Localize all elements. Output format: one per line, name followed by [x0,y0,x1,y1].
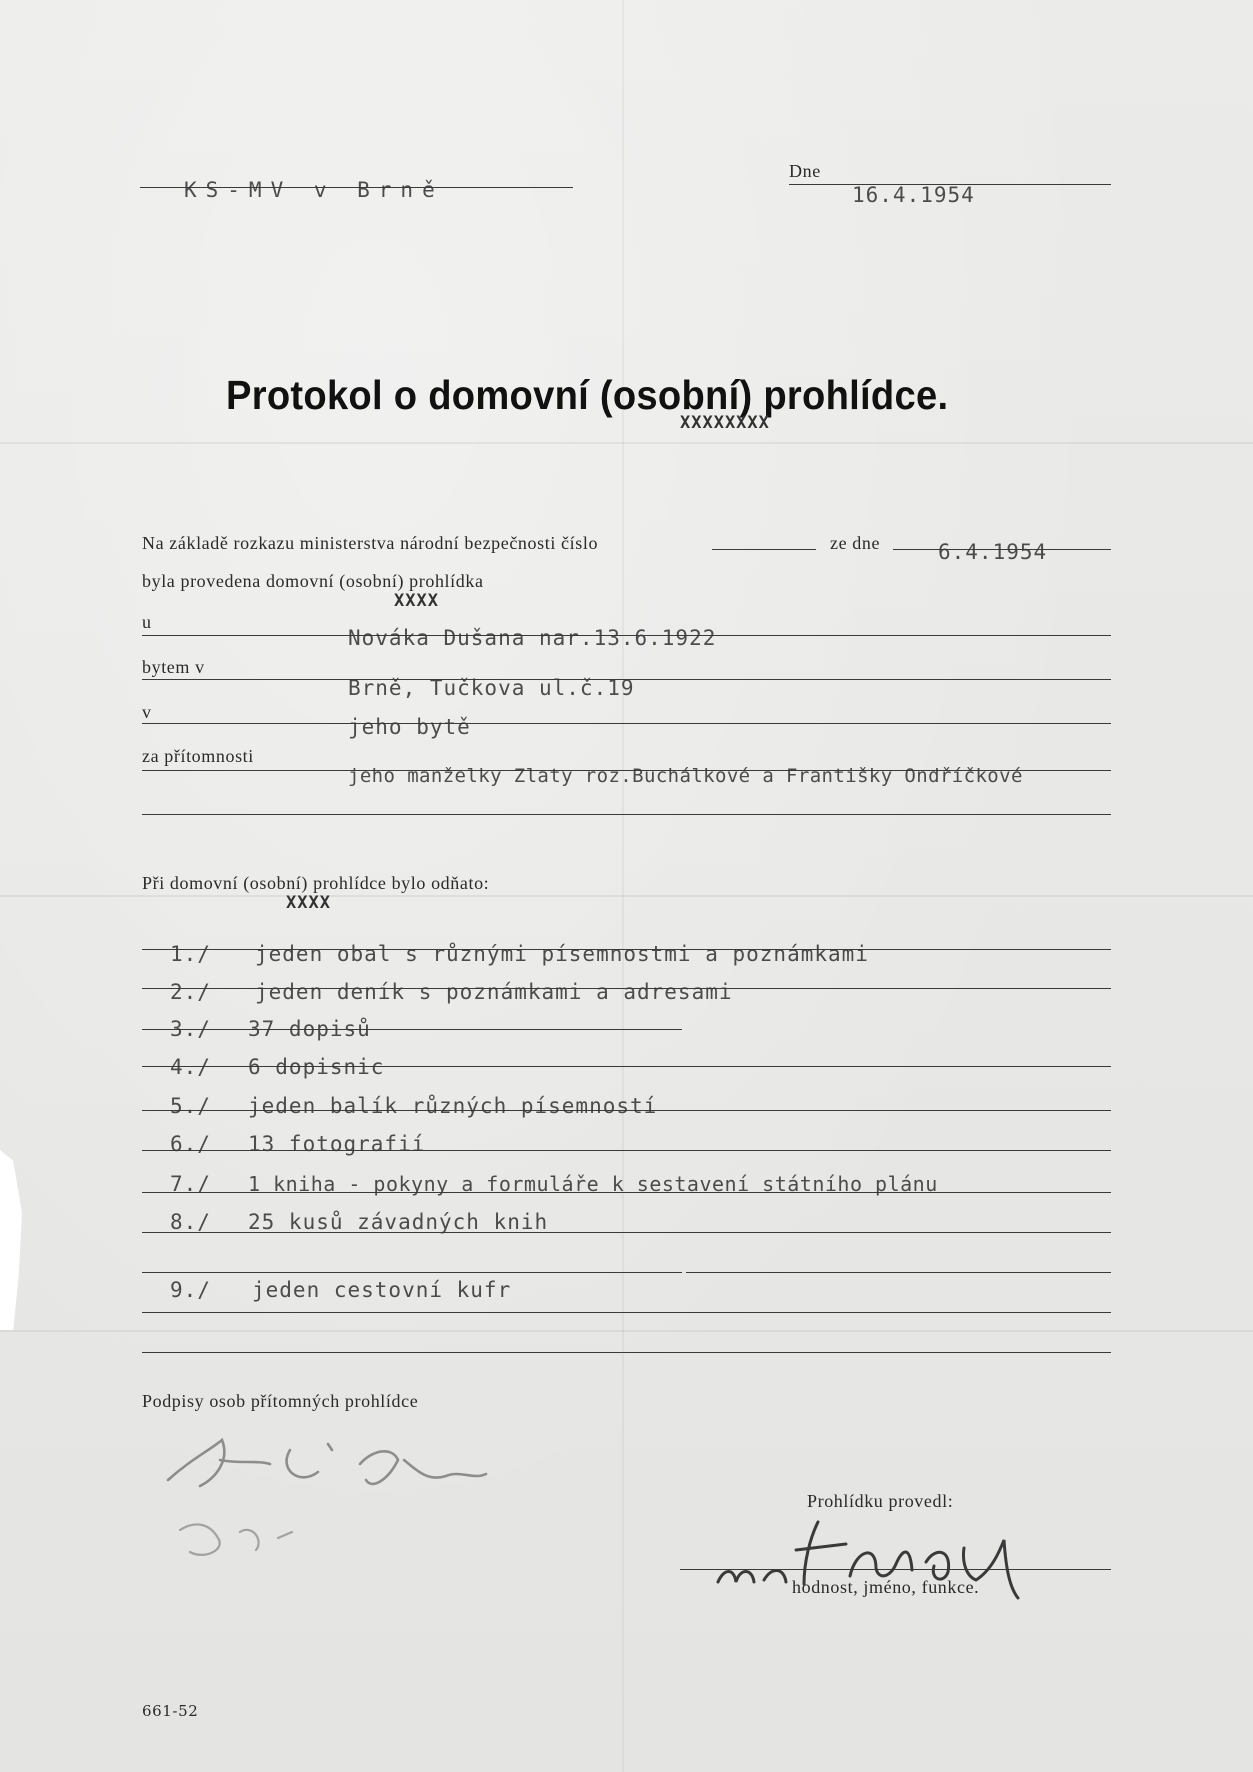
office-name: KS-MV v Brně [184,178,444,202]
seized-strike-marks: XXXX [286,893,331,913]
search-strike-marks: XXXX [394,591,439,611]
item-number: 3./ [170,1017,211,1041]
fold-line [0,442,1253,444]
date-label: Dne [789,161,821,181]
fold-line [622,0,624,1772]
performed-by-label: Prohlídku provedl: [807,1491,954,1511]
form-number: 661-52 [142,1702,199,1720]
rule [686,1272,1111,1273]
rule [142,1312,1111,1313]
presence-value: jeho manželky Zlaty roz.Buchálkové a Františky Ondříčkové [348,765,1023,787]
item-text: jeden cestovní kufr [252,1278,512,1302]
in-value: jeho bytě [348,715,471,739]
witness-signature [160,1420,560,1580]
rule [140,187,573,188]
item-number: 7./ [170,1172,211,1196]
fold-line [0,1330,1253,1332]
item-text: 25 kusů závadných knih [248,1210,549,1234]
seized-label: Při domovní (osobní) prohlídce bylo odňato: [142,873,490,893]
from-date-value: 6.4.1954 [938,540,1048,564]
presence-label: za přítomnosti [142,746,254,766]
rule [142,1029,682,1030]
residing-value: Brně, Tučkova ul.č.19 [348,676,635,700]
item-text: jeden obal s různými písemnostmi a poznámkami [255,942,869,966]
item-text: 6 dopisnic [248,1055,385,1079]
rank-name-function-label: hodnost, jméno, funkce. [792,1577,980,1597]
search-label: byla provedena domovní (osobní) prohlídka [142,571,484,591]
item-text: 37 dopisů [248,1017,371,1041]
title-strike-marks: XXXXXXXX [680,413,770,433]
item-number: 9./ [170,1278,211,1302]
item-text: jeden deník s poznámkami a adresami [255,980,733,1004]
item-text: 13 fotografií [248,1132,426,1156]
item-number: 6./ [170,1132,211,1156]
order-label: Na základě rozkazu ministerstva národní bezpečnosti číslo [142,533,599,553]
item-number: 1./ [170,942,211,966]
item-number: 8./ [170,1210,211,1234]
item-text: jeden balík různých písemností [248,1094,658,1118]
date-value: 16.4.1954 [852,183,975,207]
present-signatures-label: Podpisy osob přítomných prohlídce [142,1391,419,1411]
item-number: 2./ [170,980,211,1004]
page-title: Protokol o domovní (osobní) prohlídce. [226,372,949,418]
rule [142,814,1111,815]
rule [142,723,1111,724]
at-label: u [142,612,152,632]
in-label: v [142,702,152,722]
item-text: 1 kniha - pokyny a formuláře k sestavení státního plánu [248,1172,938,1196]
fold-line [0,895,1253,897]
item-number: 5./ [170,1094,211,1118]
rule [712,549,816,550]
rule [142,1352,1111,1353]
from-date-label: ze dne [830,533,881,553]
residing-label: bytem v [142,657,205,677]
paper-tear [0,1150,22,1330]
rule [142,1272,682,1273]
item-number: 4./ [170,1055,211,1079]
at-value: Nováka Dušana nar.13.6.1922 [348,626,717,650]
